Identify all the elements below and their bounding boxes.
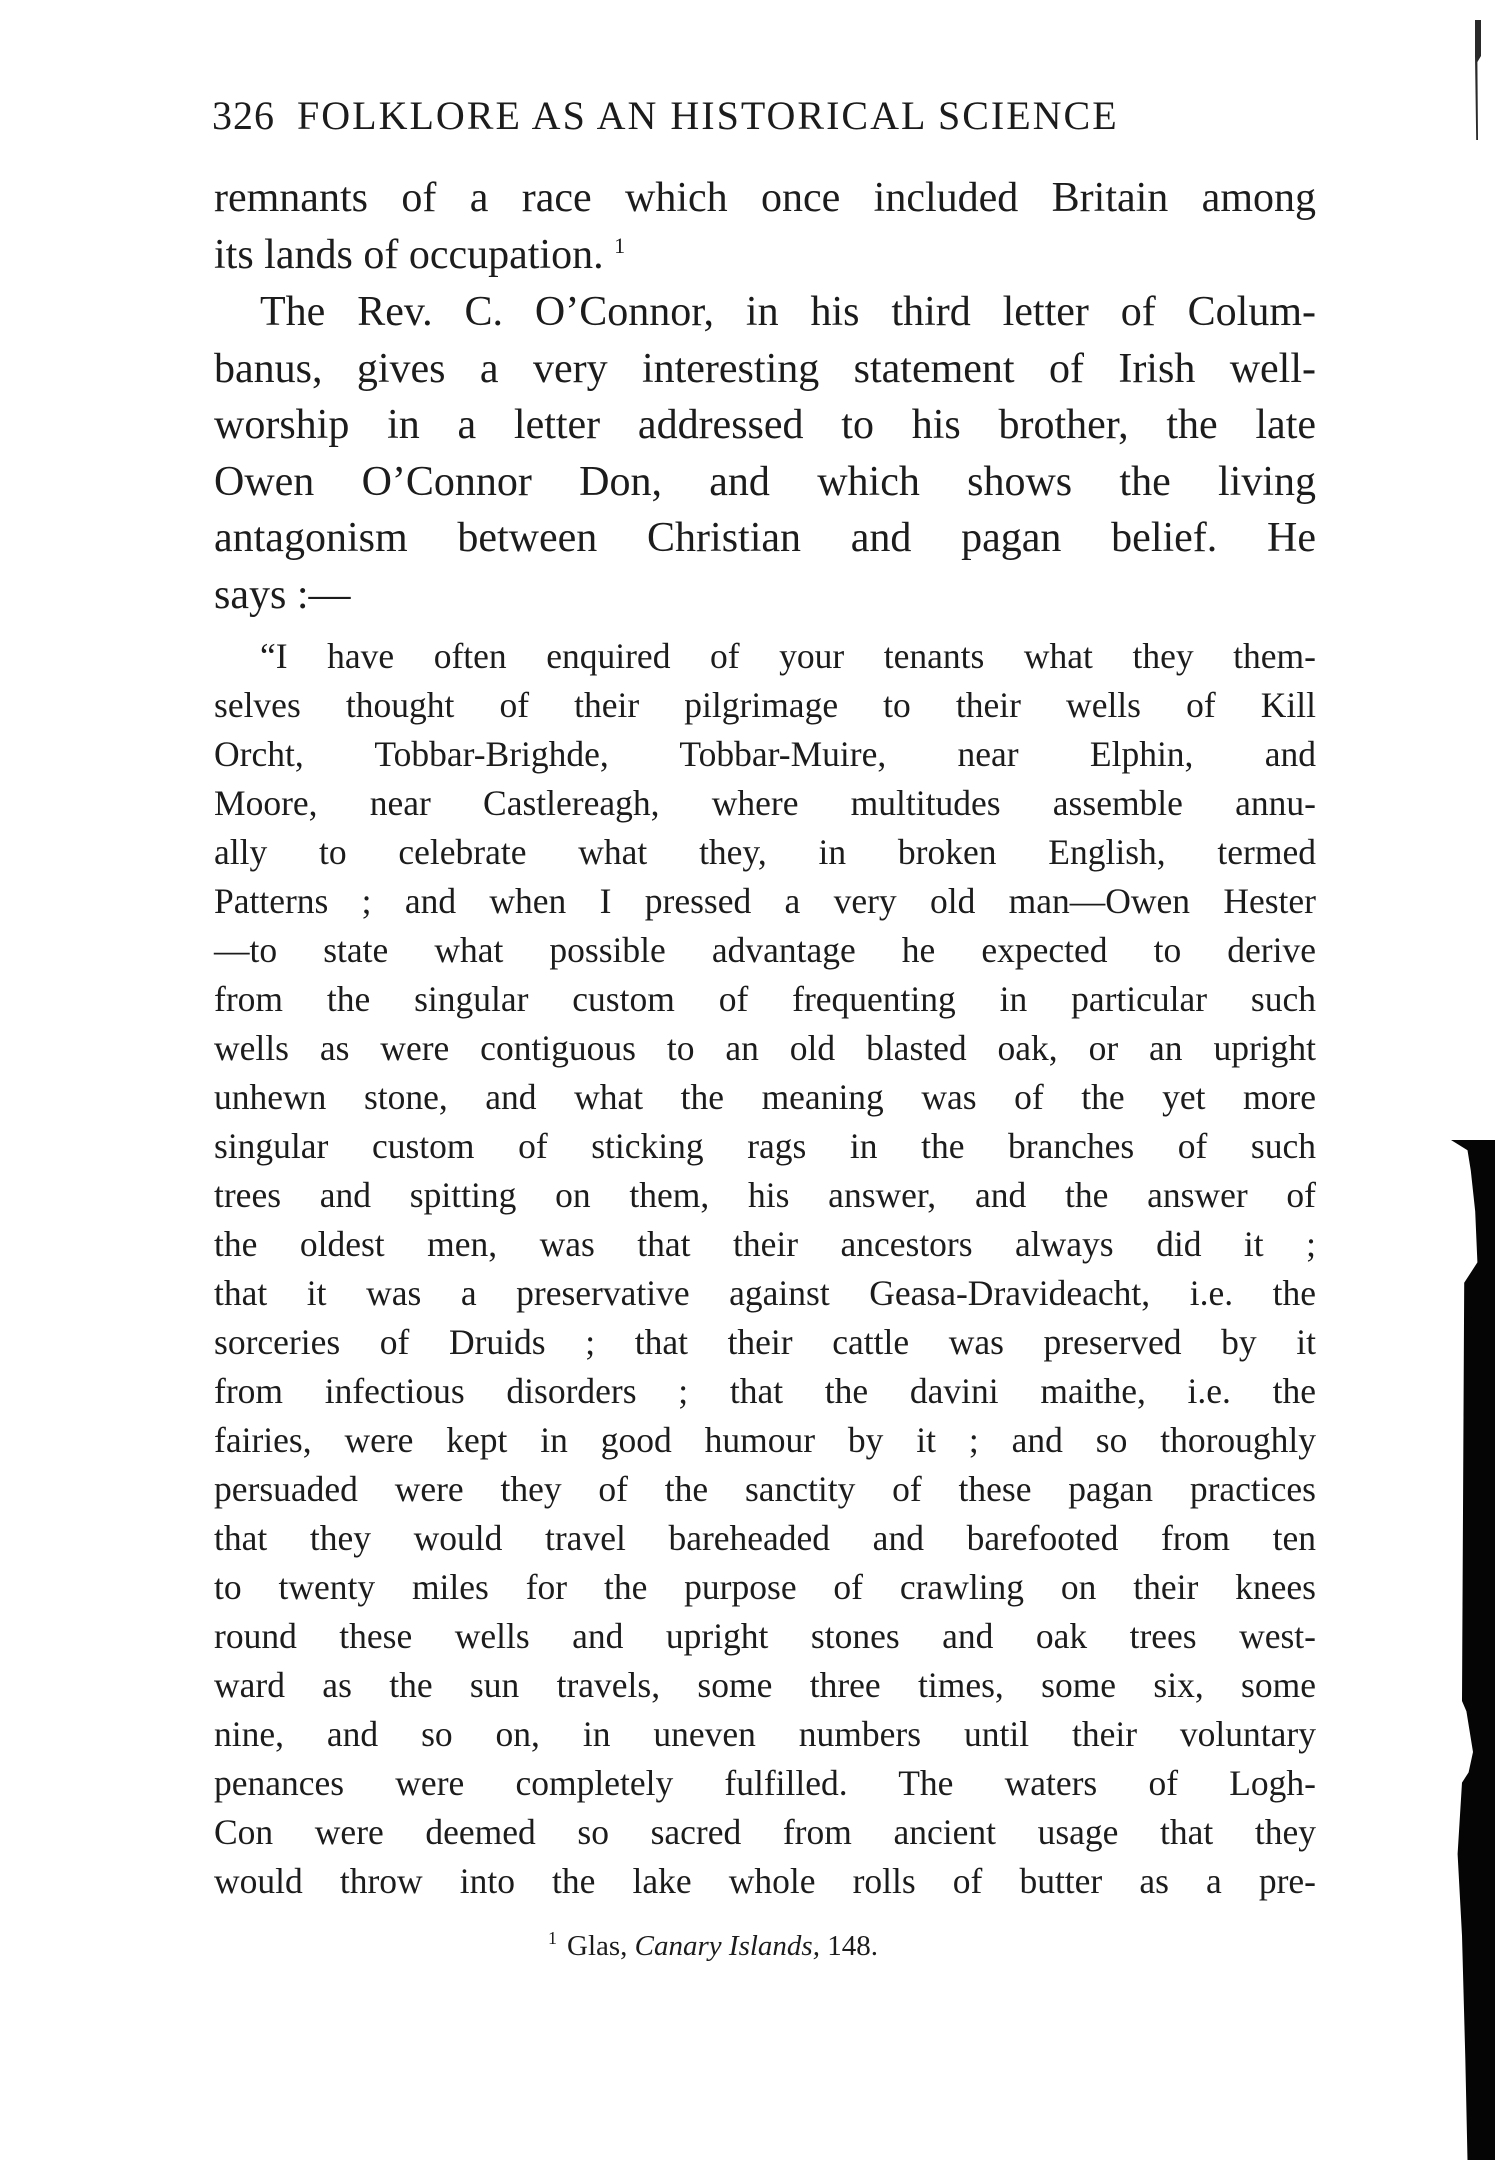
quote-line: the oldest men, was that their ancestors always did it ; xyxy=(214,1224,1316,1264)
footnote xyxy=(548,1930,878,1963)
quote-line: that they would travel bareheaded and barefooted from ten xyxy=(214,1518,1316,1558)
scan-edge-shadow xyxy=(1385,1140,1495,2160)
quote-line: sorceries of Druids ; that their cattle was preserved by it xyxy=(214,1322,1316,1362)
block-quote xyxy=(214,632,1316,1906)
quote-line: unhewn stone, and what the meaning was of the yet more xyxy=(214,1077,1316,1117)
quote-line: from the singular custom of frequenting in particular such xyxy=(214,979,1316,1019)
quote-line: Orcht, Tobbar-Brighde, Tobbar-Muire, near Elphin, and xyxy=(214,734,1316,774)
quote-line: would throw into the lake whole rolls of butter as a pre- xyxy=(214,1861,1316,1901)
quote-line: Moore, near Castlereagh, where multitudes assemble annu- xyxy=(214,783,1316,823)
footnote-page: 148. xyxy=(827,1930,878,1962)
quote-line: that it was a preservative against Geasa-Dravideacht, i.e. the xyxy=(214,1273,1316,1313)
quote-line: trees and spitting on them, his answer, and the answer of xyxy=(214,1175,1316,1215)
quote-line: penances were completely fulfilled. The waters of Logh- xyxy=(214,1763,1316,1803)
text-line: antagonism between Christian and pagan belief. He xyxy=(214,515,1316,561)
quote-line: “I have often enquired of your tenants what they them- xyxy=(260,636,1316,676)
quote-line: Con were deemed so sacred from ancient usage that they xyxy=(214,1812,1316,1852)
quote-line: round these wells and upright stones and oak trees west- xyxy=(214,1616,1316,1656)
text-line: worship in a letter addressed to his brother, the late xyxy=(214,402,1316,448)
quote-line: wells as were contiguous to an old blasted oak, or an upright xyxy=(214,1028,1316,1068)
quote-line: selves thought of their pilgrimage to their wells of Kill xyxy=(214,685,1316,725)
quote-line: ally to celebrate what they, in broken English, termed xyxy=(214,832,1316,872)
quote-line: from infectious disorders ; that the davini maithe, i.e. the xyxy=(214,1371,1316,1411)
running-head xyxy=(212,92,1322,139)
text-line: The Rev. C. O’Connor, in his third letter of Colum- xyxy=(260,289,1316,335)
running-title: FOLKLORE AS AN HISTORICAL SCIENCE xyxy=(297,93,1119,138)
quote-line: Patterns ; and when I pressed a very old man—Owen Hester xyxy=(214,881,1316,921)
text-line: remnants of a race which once included Britain among xyxy=(214,175,1316,221)
quote-line: ward as the sun travels, some three times, some six, some xyxy=(214,1665,1316,1705)
text-line: says :— xyxy=(214,571,351,618)
quote-line: to twenty miles for the purpose of crawling on their knees xyxy=(214,1567,1316,1607)
text-line: banus, gives a very interesting statement of Irish well- xyxy=(214,345,1316,392)
footnote-mark: 1 xyxy=(548,1928,557,1949)
quote-line: nine, and so on, in uneven numbers until their voluntary xyxy=(214,1714,1316,1754)
footnote-title: Canary Islands, xyxy=(634,1930,820,1962)
page-number: 326 xyxy=(212,93,275,138)
text-line: its lands of occupation. $^1$ xyxy=(214,231,626,278)
footnote-reference: 1 xyxy=(614,232,626,258)
text-line: Owen O’Connor Don, and which shows the living xyxy=(214,458,1316,505)
paragraph-1 xyxy=(214,170,1316,283)
quote-line: —to state what possible advantage he expected to derive xyxy=(214,930,1316,970)
paragraph-2 xyxy=(214,284,1316,623)
scan-edge-mark xyxy=(1475,20,1481,140)
quote-line: fairies, were kept in good humour by it ; and so thoroughly xyxy=(214,1420,1316,1460)
quote-line: singular custom of sticking rags in the branches of such xyxy=(214,1126,1316,1166)
footnote-author: Glas, xyxy=(567,1930,628,1962)
quote-line: persuaded were they of the sanctity of these pagan practices xyxy=(214,1469,1316,1509)
